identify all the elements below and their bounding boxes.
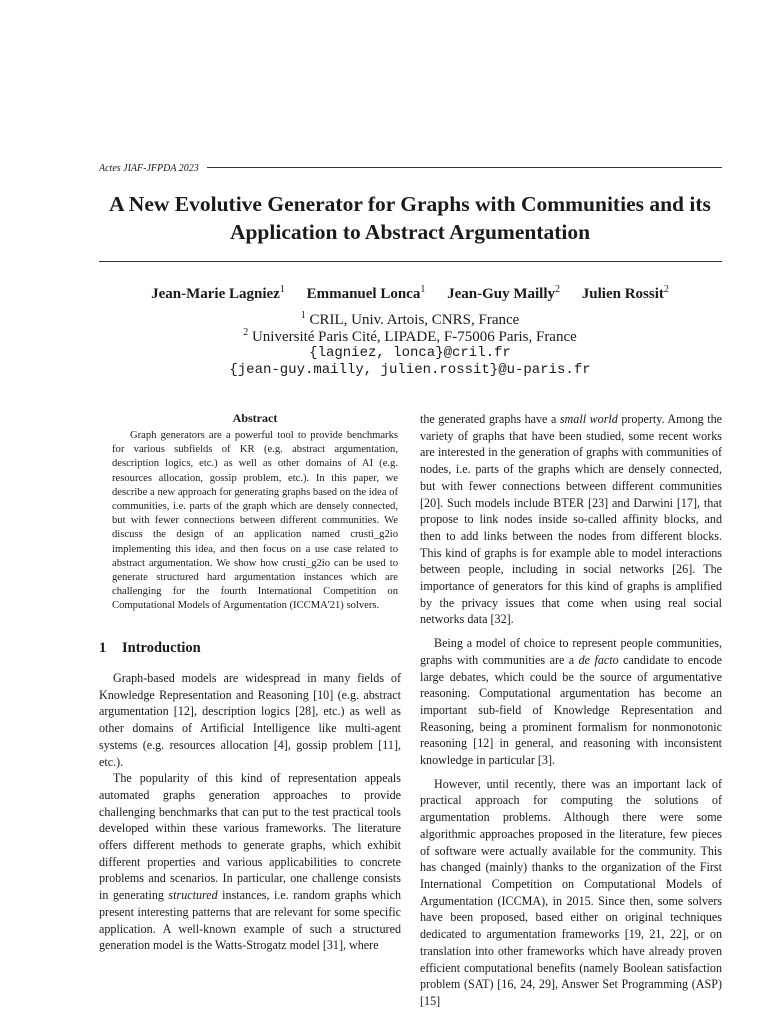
section-heading <box>99 640 201 657</box>
paragraph <box>99 770 401 954</box>
left-column-body <box>99 670 401 954</box>
email-line-1: {lagniez, lonca}@cril.fr <box>309 345 511 361</box>
author <box>447 286 560 302</box>
affiliation-text: CRIL, Univ. Artois, CNRS, France <box>305 312 520 328</box>
text-run: instances, i.e. random graphs which present interesting patterns that are relevant for some specific application. A well-known example of such a structured generation model is the Watts-Strogatz model [31], where <box>99 888 401 953</box>
text-run: Being a model of choice to represent people communities, graphs with communities are a <box>420 636 722 667</box>
right-column-body <box>420 411 722 1010</box>
author-affiliation-mark: 2 <box>663 284 669 295</box>
paragraph <box>420 411 722 628</box>
author <box>307 286 426 302</box>
author-name: Jean-Guy Mailly <box>447 286 556 302</box>
paragraph: Graph-based models are widespread in many fields of Knowledge Representation and Reasoning [10] (e.g. abstract argumentation [12], description logics [28], etc.) as well as other domains of Artificial Intelligence like multi-agent systems (e.g. resources allocation [4], gossip problem [11], etc.). <box>99 671 401 769</box>
author-list <box>90 284 730 303</box>
email-line-2: {jean-guy.mailly, julien.rossit}@u-paris.fr <box>229 362 591 378</box>
author-name: Emmanuel Lonca <box>306 286 421 302</box>
text-run: candidate to encode large debates, which could be the source of argumentative reasoning. Computational argumentation has become an important sub-field of Knowledge Representation and Reasoning, being a prominent formalism for nonmonotonic reasoning [12] in general, and reasoning with inconsistent knowledge in particular [3]. <box>420 652 722 768</box>
emphasis: de facto <box>578 652 619 667</box>
paragraph: However, until recently, there was an important lack of practical approach for computing the solutions of argumentation problems. Although there were some algorithmic approaches proposed in the literature, few pieces of software were actually available for the community. This has changed (mainly) thanks to the organization of the First International Competition on Computational Models of Argumentation (ICCMA), in 2015. Since then, some solvers have been proposed, based either on original techniques dedicated to argumentation frameworks [19, 21, 22], or on translation into other frameworks which have already proven efficient computational benefits (namely Boolean satisfaction problem (SAT) [16, 24, 29], Answer Set Programming (ASP) [15] <box>420 776 722 1008</box>
affiliation-number: 1 <box>300 310 306 321</box>
author-name: Julien Rossit <box>581 286 664 302</box>
author-name: Jean-Marie Lagniez <box>151 286 280 302</box>
abstract-heading: Abstract <box>232 411 278 425</box>
paragraph <box>420 635 722 769</box>
header-rule <box>207 167 722 168</box>
author-affiliation-mark: 1 <box>279 284 285 295</box>
venue-label: Actes JIAF-JFPDA 2023 <box>99 163 199 174</box>
paper-title <box>90 190 730 246</box>
author <box>582 286 669 302</box>
author <box>151 286 285 302</box>
author-affiliation-mark: 2 <box>555 284 561 295</box>
title-line-1: A New Evolutive Generator for Graphs with Communities and its <box>109 192 711 216</box>
text-run: property. Among the variety of graphs that have been studied, some recent works are interested in the generation of graphs with communities of nodes, i.e. parts of the graphs which are densely connected, but with fewer connections between different communities [20]. Such models include BTER [23] and Darwini [17], that propose to link nodes inside so-called affinity blocks, and then to add links between the nodes from different blocks. This kind of graphs is for example able to model interactions between people, including in social networks [26]. The importance of generators for this kind of graphs is amplified by the privacy issues that come when using real social networks data [32]. <box>420 412 722 627</box>
affiliation-number: 2 <box>243 327 249 338</box>
affiliation-text: Université Paris Cité, LIPADE, F-75006 Paris, France <box>248 329 577 345</box>
text-run: the generated graphs have a <box>420 412 560 426</box>
section-title: Introduction <box>122 640 201 656</box>
title-rule <box>99 261 722 262</box>
author-affiliation-mark: 1 <box>420 284 426 295</box>
abstract-text: Graph generators are a powerful tool to provide benchmarks for various subfields of KR (e.g. abstract argumentation, description logics, etc.) as well as other domains of AI (e.g. resources allocation, gossip problem, etc.). In this paper, we describe a new approach for generating graphs based on the idea of communities, i.e. parts of the graph which are densely connected, but with fewer connections between different communities. We discuss the design of an application named crusti_g2io implementing this idea, and then focus on a use case related to abstract argumentation. We show how crusti_g2io can be used to generate structured hard argumentation instances which are challenging for the fourth International Competition on Computational Models of Argumentation (ICCMA'21) solvers. <box>112 430 398 612</box>
text-run: The popularity of this kind of representation appeals automated graphs generation approaches to provide challenging benchmarks that can put to the test practical tools developed within these various frameworks. The literature offers different methods to generate graphs, which exhibit different properties and various applicabilities to concrete problems and scenarios. In particular, one challenge consists in generating <box>99 771 401 903</box>
emphasis: small world <box>559 412 618 426</box>
affiliation-2 <box>90 327 730 346</box>
section-number: 1 <box>99 640 107 656</box>
emphasis: structured <box>168 888 218 903</box>
title-line-2: Application to Abstract Argumentation <box>229 220 591 244</box>
